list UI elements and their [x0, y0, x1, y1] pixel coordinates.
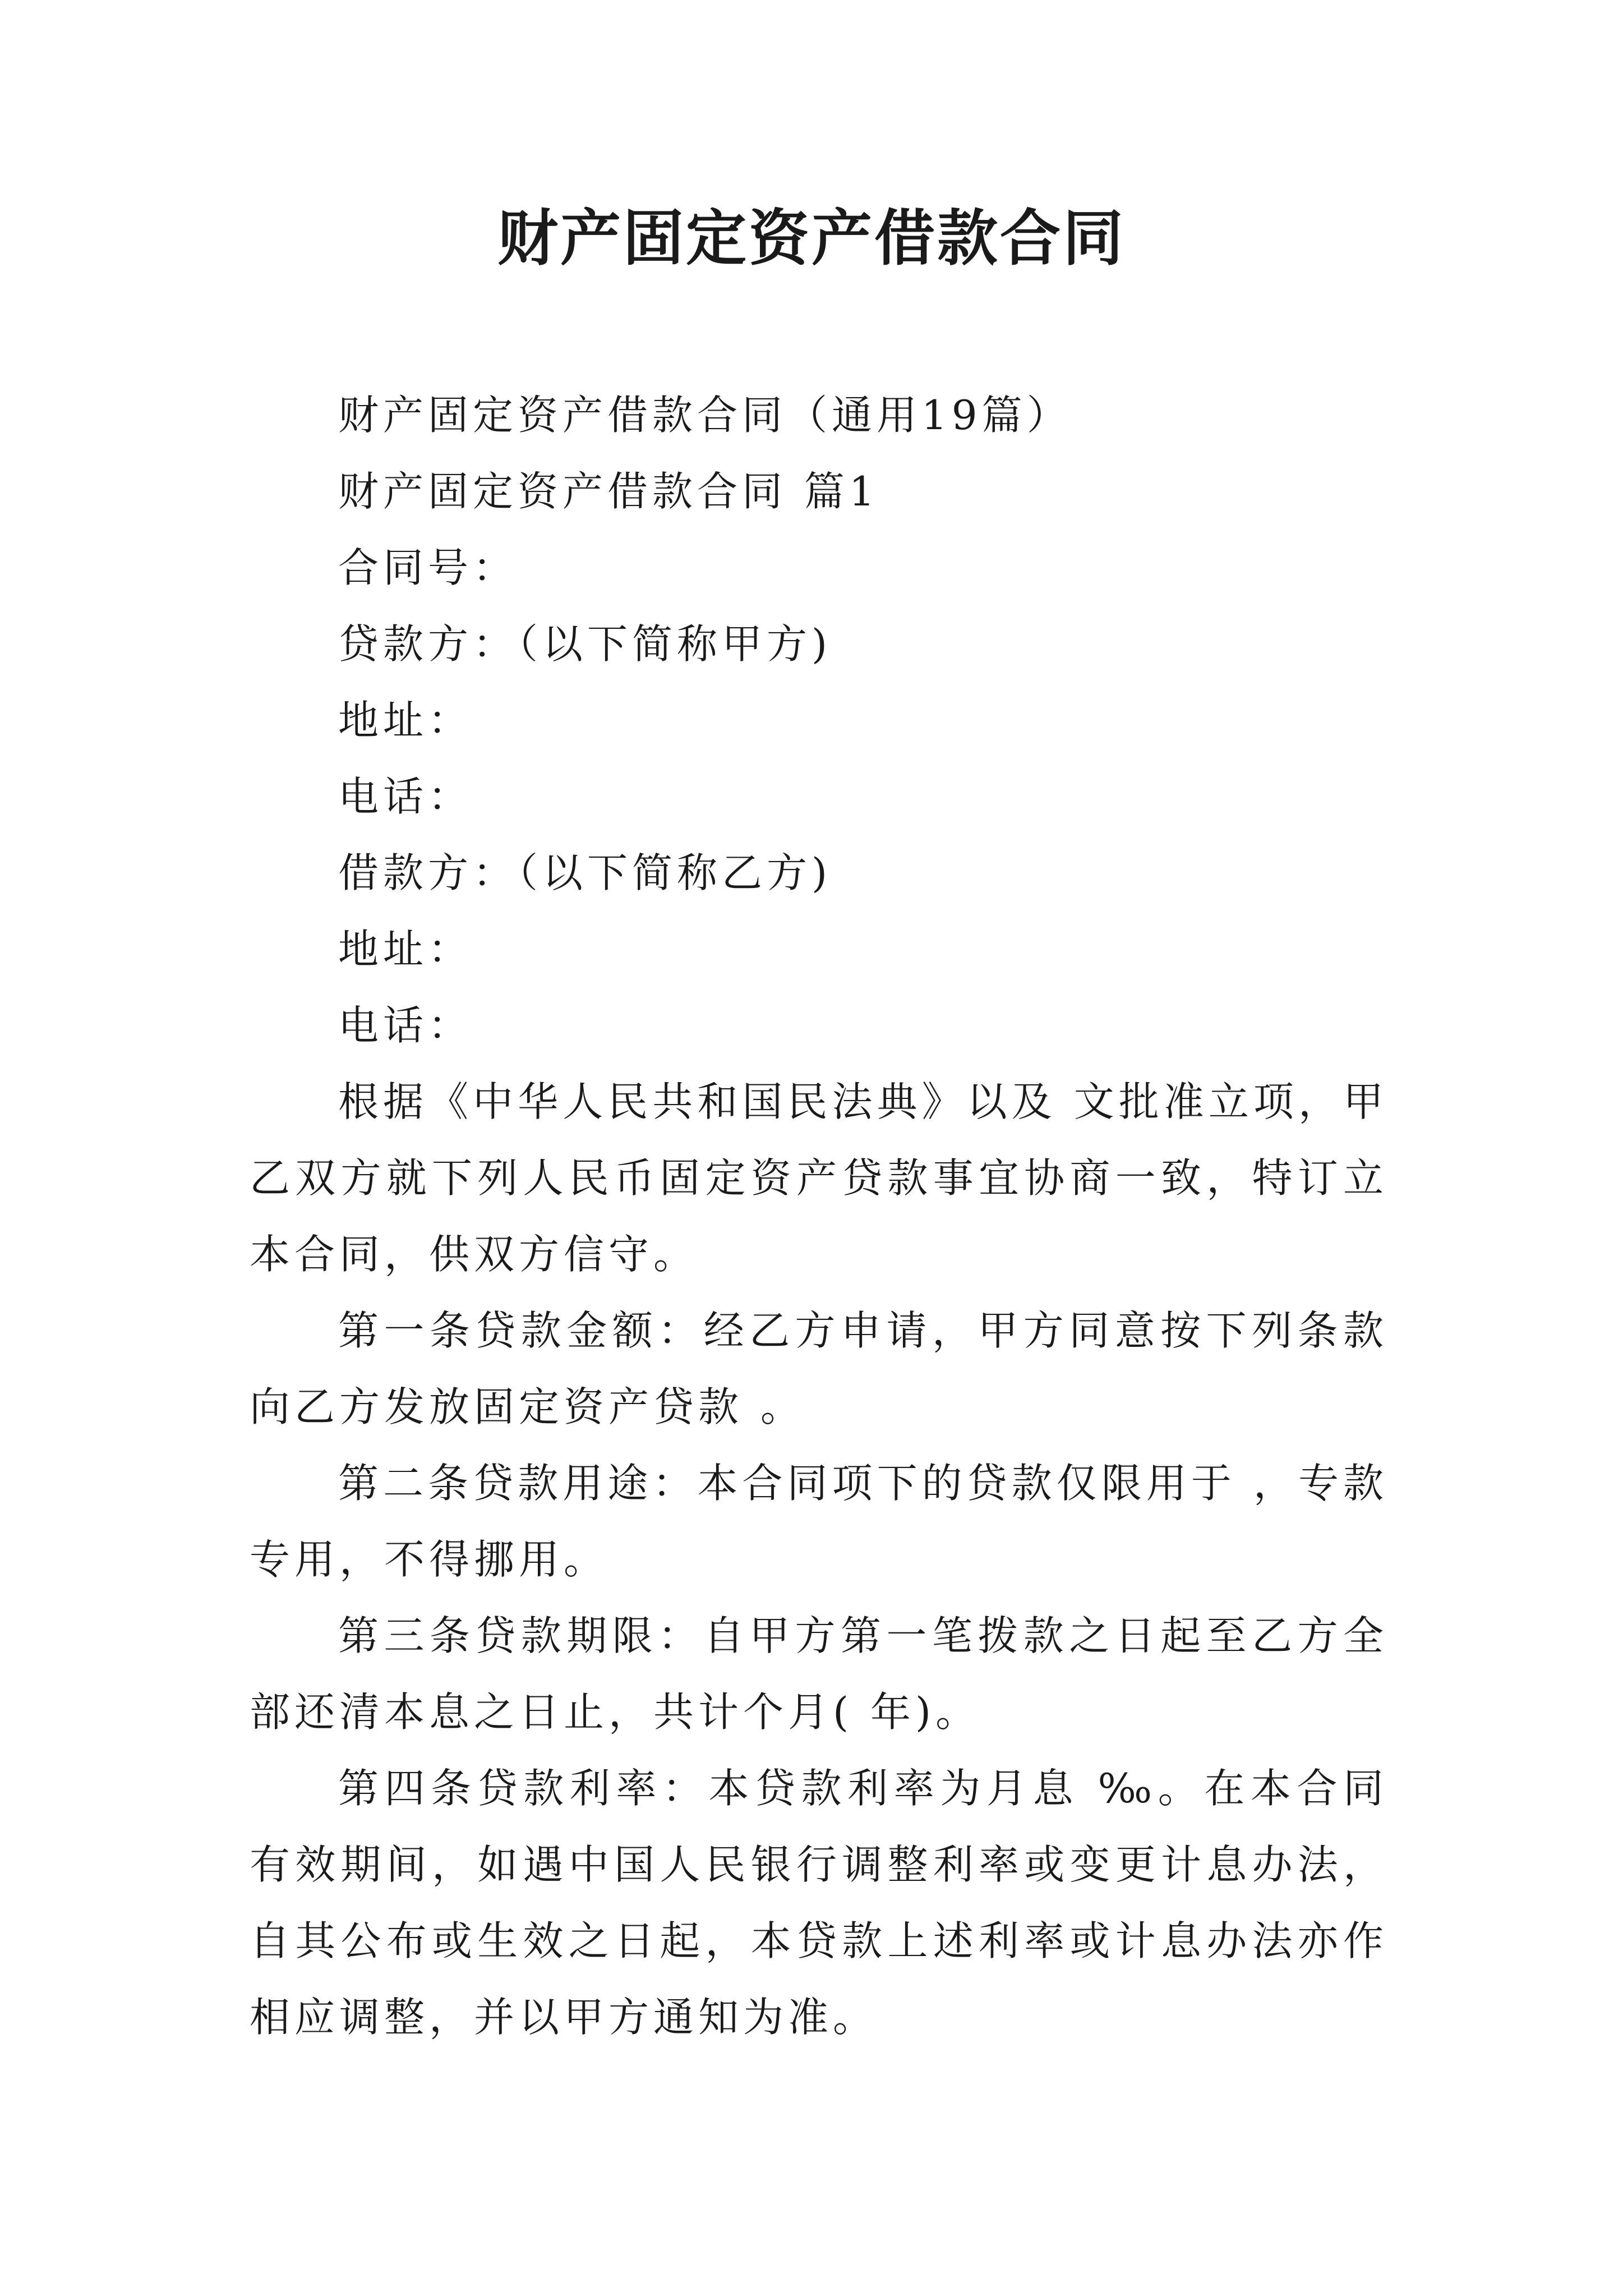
clause-4-paragraph: 第四条贷款利率：本贷款利率为月息 ‰。在本合同有效期间，如遇中国人民银行调整利率或变更计息办法，自其公布或生效之日起，本贷款上述利率或计息办法亦作相应调整，并以甲方通知为准。 — [250, 1765, 1388, 2041]
lender-field: 贷款方：（以下简称甲方) — [338, 620, 832, 668]
lender-phone-field: 电话： — [338, 773, 473, 820]
clause-1-paragraph: 第一条贷款金额：经乙方申请，甲方同意按下列条款向乙方发放固定资产贷款 。 — [250, 1307, 1388, 1430]
document-subtitle: 财产固定资产借款合同（通用19篇） — [338, 392, 1072, 439]
document-body — [250, 377, 1388, 2055]
contract-number-field: 合同号： — [338, 544, 518, 591]
article-heading: 财产固定资产借款合同 篇1 — [338, 468, 879, 515]
clause-2-paragraph: 第二条贷款用途：本合同项下的贷款仅限用于 ，专款专用，不得挪用。 — [250, 1460, 1388, 1583]
borrower-phone-field: 电话： — [338, 1002, 473, 1049]
document-title: 财产固定资产借款合同 — [497, 203, 1126, 274]
lender-address-field: 地址： — [338, 697, 473, 744]
preamble-paragraph: 根据《中华人民共和国民法典》以及 文批准立项，甲乙双方就下列人民币固定资产贷款事宜协商一致，特订立本合同，供双方信守。 — [250, 1078, 1388, 1278]
borrower-address-field: 地址： — [338, 926, 473, 973]
clause-3-paragraph: 第三条贷款期限：自甲方第一笔拨款之日起至乙方全部还清本息之日止，共计个月( 年)。 — [250, 1612, 1388, 1736]
borrower-field: 借款方：（以下简称乙方) — [338, 849, 832, 896]
